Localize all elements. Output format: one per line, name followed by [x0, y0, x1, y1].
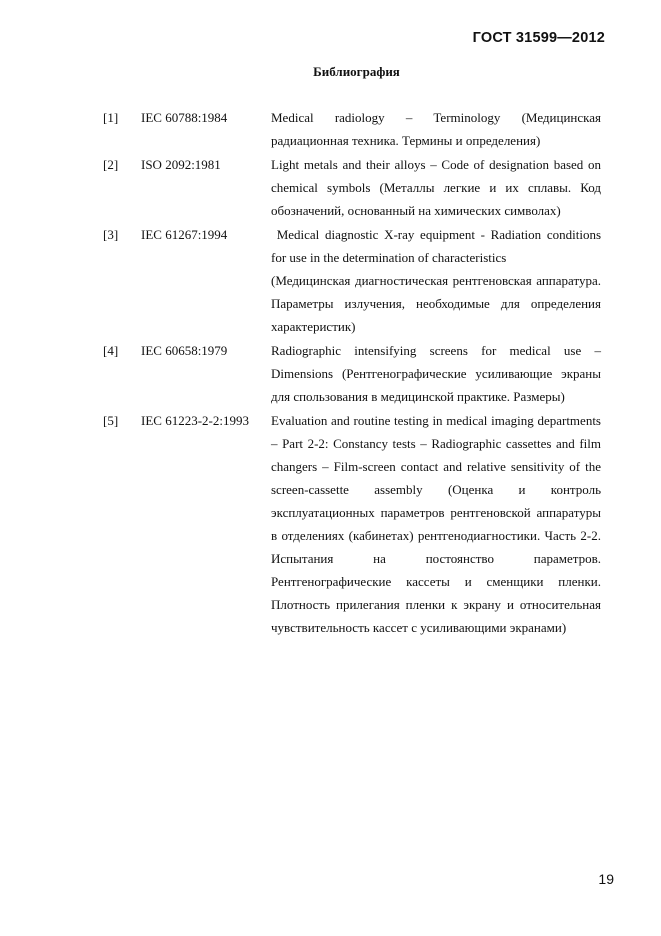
- entry-code: IEC 61267:1994: [141, 227, 228, 242]
- bibliography-entry: [0, 339, 661, 408]
- entry-description: [271, 223, 605, 338]
- page-number: 19: [598, 871, 614, 887]
- entry-description: [271, 409, 601, 639]
- entry-code: IEC 60658:1979: [141, 343, 228, 358]
- bibliography-entry: [0, 153, 661, 222]
- entry-number: [3]: [103, 227, 119, 242]
- entry-number: [1]: [103, 110, 119, 125]
- bibliography-entry: [0, 409, 661, 639]
- entry-description: [271, 339, 601, 408]
- entry-description: [271, 106, 601, 152]
- entry-number: [5]: [103, 413, 119, 428]
- entry-number: [2]: [103, 157, 119, 172]
- bibliography-entry: [0, 106, 661, 152]
- entry-code: IEC 61223-2-2:1993: [141, 413, 249, 428]
- entry-text: Medical radiology – Terminology (Медицинская радиационная техника. Термины и определения): [271, 110, 601, 148]
- entry-text: Evaluation and routine testing in medical imaging departments – Part 2-2: Constancy tests – Radiographic cassettes and film changers – Film-screen contact and relative sensitivity of the screen-cassette assembly (Оценка и контроль эксплуатационных параметров рентгеновской аппаратуры в отделениях (кабинетах) рентгенодиагностики. Часть 2-2. Испытания на постоянство параметров. Рентгенографические кассеты и сменщики пленки. Плотность прилегания пленки к экрану и относительная чувствительность кассет с усиливающими экранами): [271, 413, 601, 635]
- bibliography-entry: [0, 223, 661, 338]
- standard-designation: ГОСТ 31599—2012: [472, 30, 605, 46]
- bibliography-list: [0, 106, 661, 640]
- entry-code: ISO 2092:1981: [141, 157, 221, 172]
- entry-text: Radiographic intensifying screens for medical use – Dimensions (Рентгенографические усиливающие экраны для спользования в медицинской практике. Размеры): [271, 343, 601, 404]
- entry-description: [271, 153, 601, 222]
- entry-text: Light metals and their alloys – Code of designation based on chemical symbols (Металлы легкие и их сплавы. Код обозначений, основанный на химических символах): [271, 157, 601, 218]
- section-title: Библиография: [313, 64, 400, 79]
- entry-code: IEC 60788:1984: [141, 110, 228, 125]
- entry-text: (Медицинская диагностическая рентгеновская аппаратура. Параметры излучения, необходимые для определения характеристик): [271, 273, 601, 334]
- entry-number: [4]: [103, 343, 119, 358]
- entry-text: Medical diagnostic X-ray equipment - Radiation conditions for use in the determination of characteristics: [271, 227, 605, 265]
